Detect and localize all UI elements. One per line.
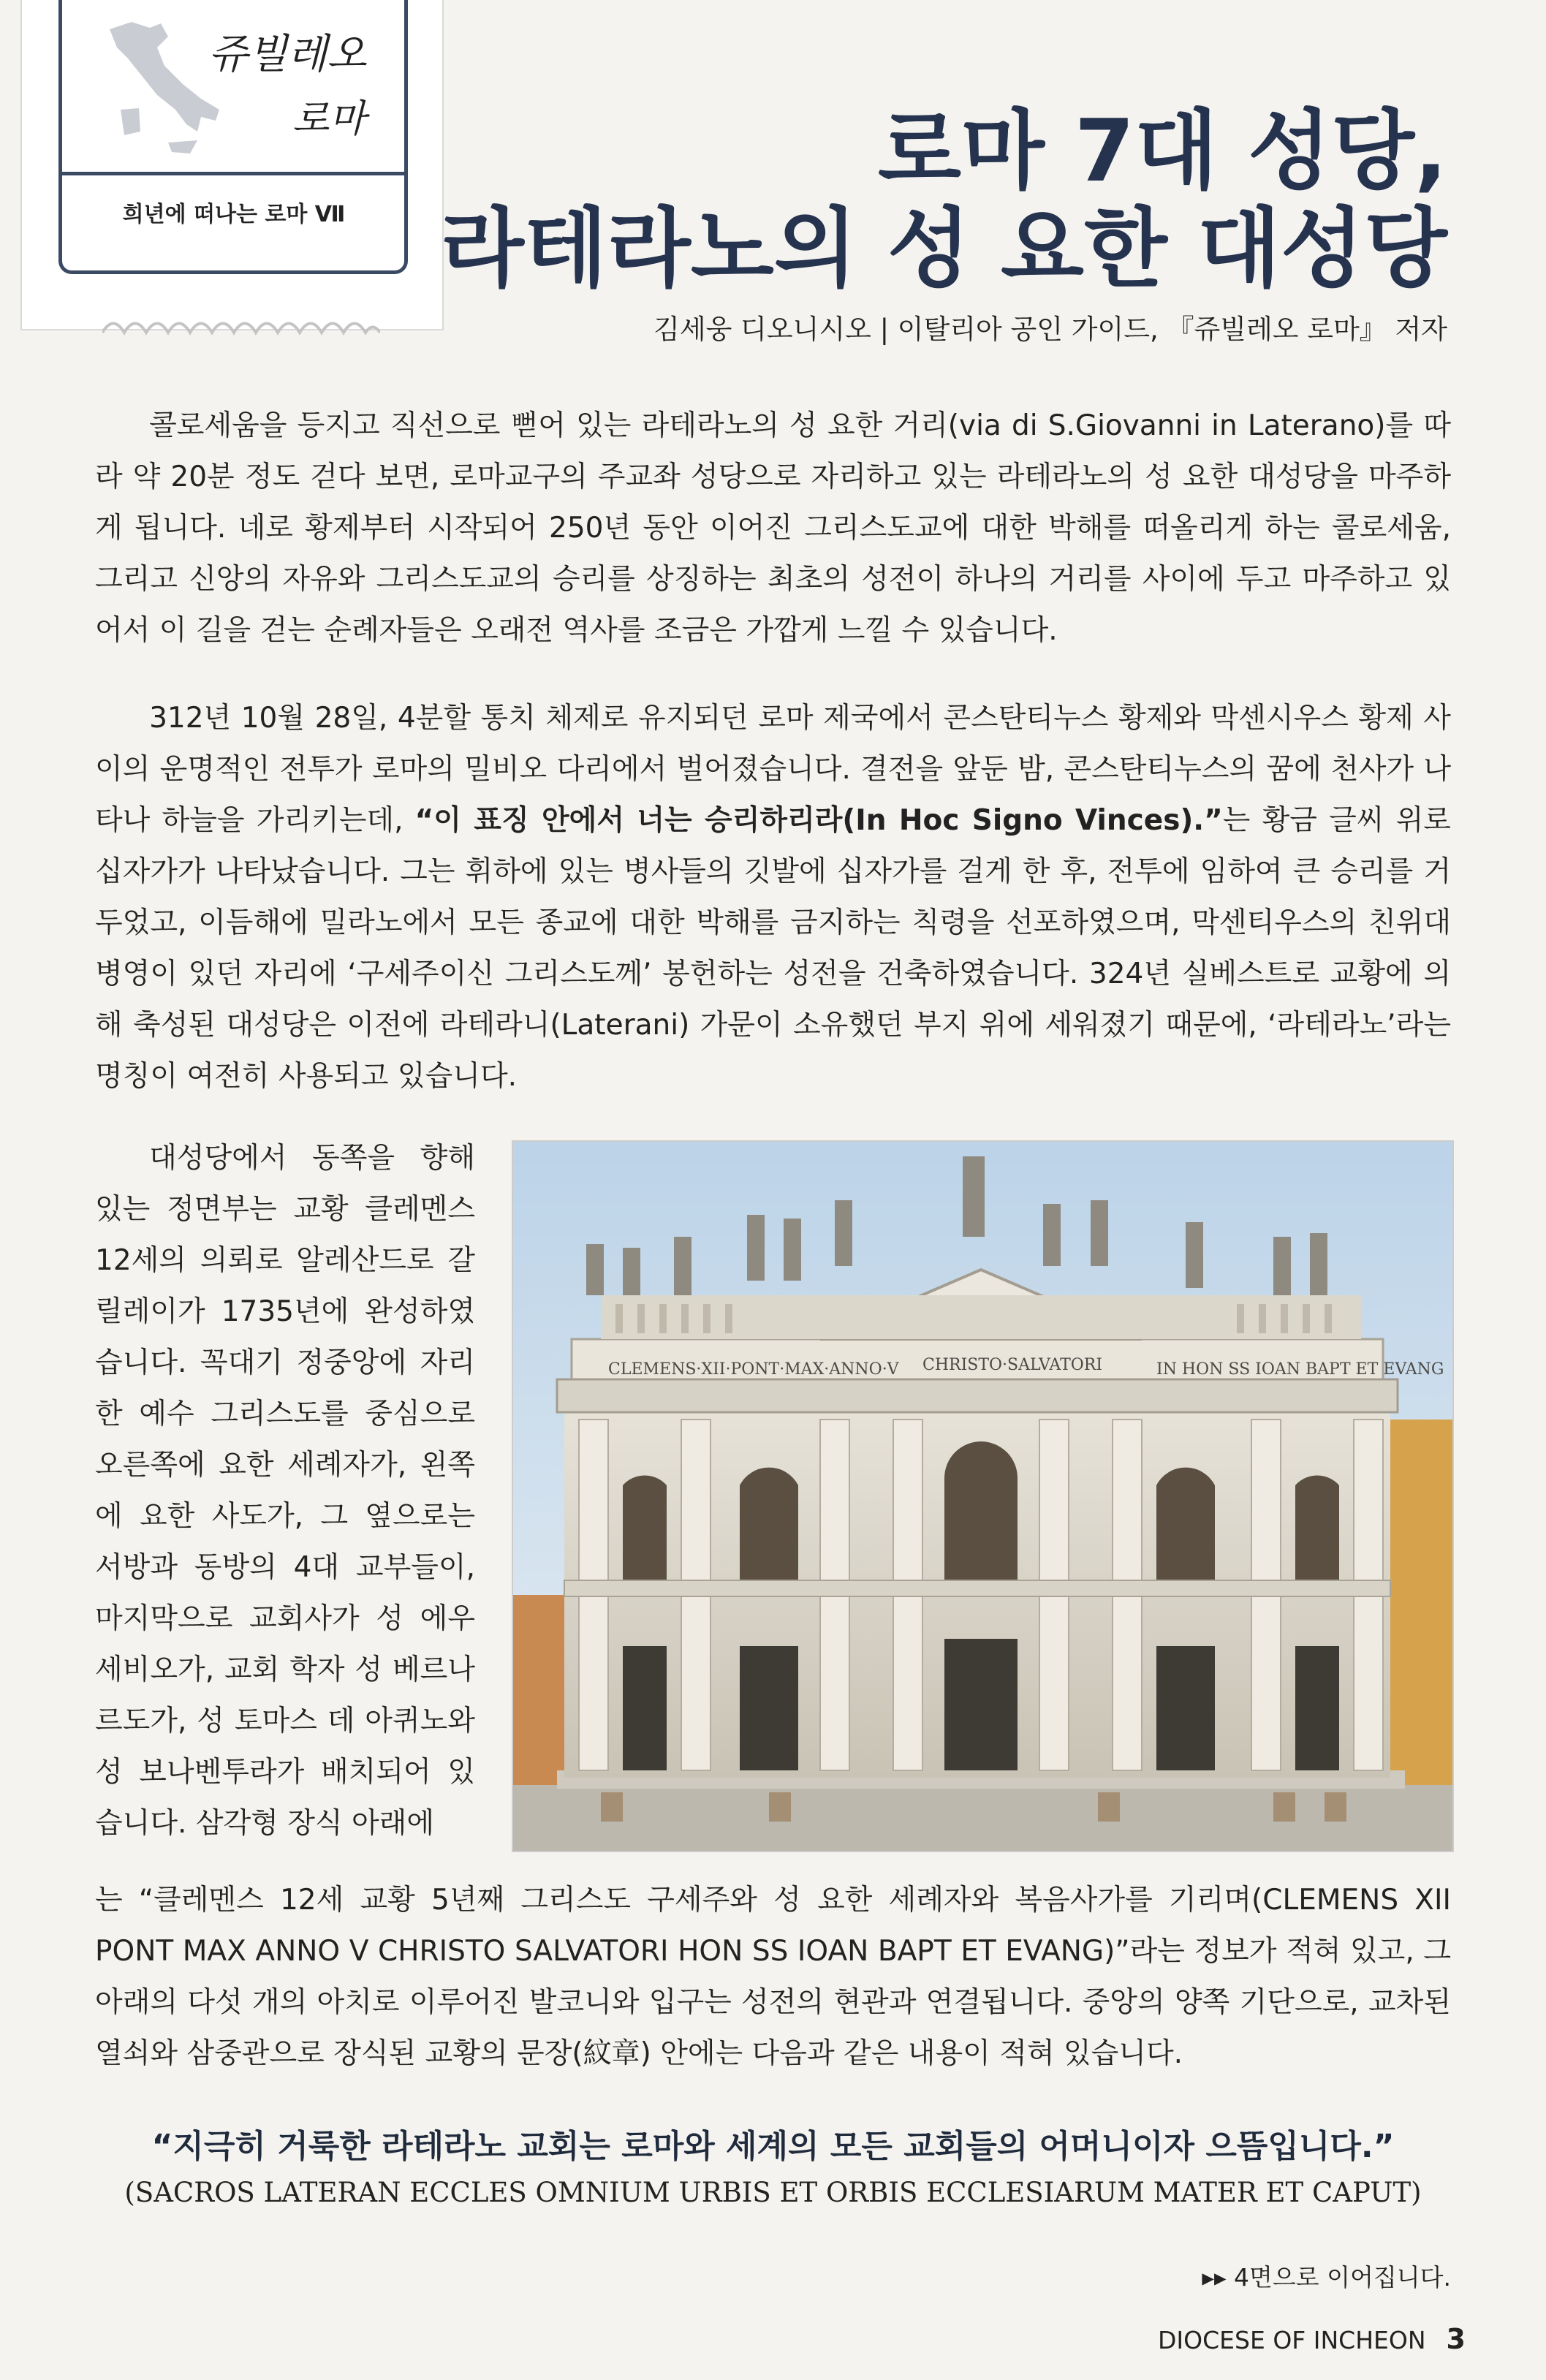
- page-number: 3: [1446, 2323, 1466, 2355]
- facade-inscription-right: IN HON SS IOAN BAPT ET EVANG: [1156, 1360, 1444, 1379]
- facade-inscription-center: CHRISTO·SALVATORI: [922, 1356, 1103, 1374]
- paragraph-3-left: 대성당에서 동쪽을 향해 있는 정면부는 교황 클레멘스 12세의 의뢰로 알레산드로 갈릴레이가 1735년에 완성하였습니다. 꼭대기 정중앙에 자리한 예수 그리스도를 중심으로 오른쪽에 요한 세례자가, 왼쪽에 요한 사도가, 그 옆으로는 서방과 동방의 4대 교부들이, 마지막으로 교회사가 성 에우세비오가, 교회 학자 성 베르나르도가, 성 토마스 데 아퀴노와 성 보나벤투라가 배치되어 있습니다. 삼각형 장식 아래에: [95, 1142, 475, 1840]
- basilica-photo: [512, 1140, 1454, 1852]
- basilica-facade-illustration: [513, 1142, 1452, 1851]
- series-stamp: [22, 0, 442, 329]
- quote-korean: “지극히 거룩한 라테라노 교회는 로마와 세계의 모든 교회들의 어머니이자 으뜸입니다.”: [151, 2128, 1395, 2165]
- article-title: [440, 100, 1447, 299]
- paragraph-2: [95, 693, 1451, 1102]
- facade-inscription-left: CLEMENS·XII·PONT·MAX·ANNO·V: [608, 1360, 899, 1379]
- paragraph-3-continued: 는 “클레멘스 12세 교황 5년째 그리스도 구세주와 성 요한 세례자와 복음사가를 기리며(CLEMENS XII PONT MAX ANNO V CHRISTO SALVATORI HON SS IOAN BAPT ET EVANG)”라는 정보가 적혀 있고, 그 아래의 다섯 개의 아치로 이루어진 발코니와 입구는 성전의 현관과 연결됩니다. 중앙의 양쪽 기단으로, 교차된 열쇠와 삼중관으로 장식된 교황의 문장(紋章) 안에는 다음과 같은 내용이 적혀 있습니다.: [95, 1884, 1451, 2070]
- title-line-2: 라테라노의 성 요한 대성당: [440, 197, 1447, 299]
- stamp-perforation: [102, 311, 380, 340]
- continued-note: ▸▸ 4면으로 이어집니다.: [1202, 2263, 1451, 2292]
- paragraph-2-quote: “이 표징 안에서 너는 승리하리라(In Hoc Signo Vinces).”: [414, 804, 1223, 837]
- pull-quote: [95, 2120, 1451, 2208]
- stamp-title-jubileo: 쥬빌레오: [208, 31, 367, 78]
- series-label: 희년에 떠나는 로마 Ⅶ: [122, 202, 346, 227]
- quote-latin: (SACROS LATERAN ECCLES OMNIUM URBIS ET ORBIS ECCLESIARUM MATER ET CAPUT): [124, 2177, 1422, 2208]
- page-footer: [1158, 2323, 1466, 2355]
- title-line-1: 로마 7대 성당,: [877, 100, 1447, 201]
- paragraph-2-text-a: 312년 10월 28일, 4분할 통치 체제로 유지되던 로마 제국에서 콘스탄티누스 황제와 막센시우스 황제 사이의 운명적인 전투가 로마의 밀비오 다리에서 벌어졌습니다. 결전을 앞둔 밤, 콘스탄티누스의 꿈에 천사가 나타나 하늘을 가리키는데,: [95, 702, 1451, 837]
- paragraph-2-text-b: 는 황금 글씨 위로 십자가가 나타났습니다. 그는 휘하에 있는 병사들의 깃발에 십자가를 걸게 한 후, 전투에 임하여 큰 승리를 거두었고, 이듬해에 밀라노에서 모든 종교에 대한 박해를 금지하는 칙령을 선포하였으며, 막센티우스의 친위대 병영이 있던 자리에 ‘구세주이신 그리스도께’ 봉헌하는 성전을 건축하였습니다. 324년 실베스트로 교황에 의해 축성된 대성당은 이전에 라테라니(Laterani) 가문이 소유했던 부지 위에 세워졌기 때문에, ‘라테라노’라는 명칭이 여전히 사용되고 있습니다.: [95, 804, 1451, 1093]
- stamp-title-roma: 로마: [292, 97, 366, 141]
- stamp-divider: [58, 172, 408, 175]
- paragraph-1: 콜로세움을 등지고 직선으로 뻗어 있는 라테라노의 성 요한 거리(via di S.Giovanni in Laterano)를 따라 약 20분 정도 걷다 보면, 로마교구의 주교좌 성당으로 자리하고 있는 라테라노의 성 요한 대성당을 마주하게 됩니다. 네로 황제부터 시작되어 250년 동안 이어진 그리스도교에 대한 박해를 떠올리게 하는 콜로세움, 그리고 신앙의 자유와 그리스도교의 승리를 상징하는 최초의 성전이 하나의 거리를 사이에 두고 마주하고 있어서 이 길을 걷는 순례자들은 오래전 역사를 조금은 가깝게 느낄 수 있습니다.: [95, 409, 1451, 647]
- byline: 김세웅 디오니시오 | 이탈리아 공인 가이드, 『쥬빌레오 로마』 저자: [653, 314, 1447, 345]
- publication-name: DIOCESE OF INCHEON: [1158, 2326, 1426, 2354]
